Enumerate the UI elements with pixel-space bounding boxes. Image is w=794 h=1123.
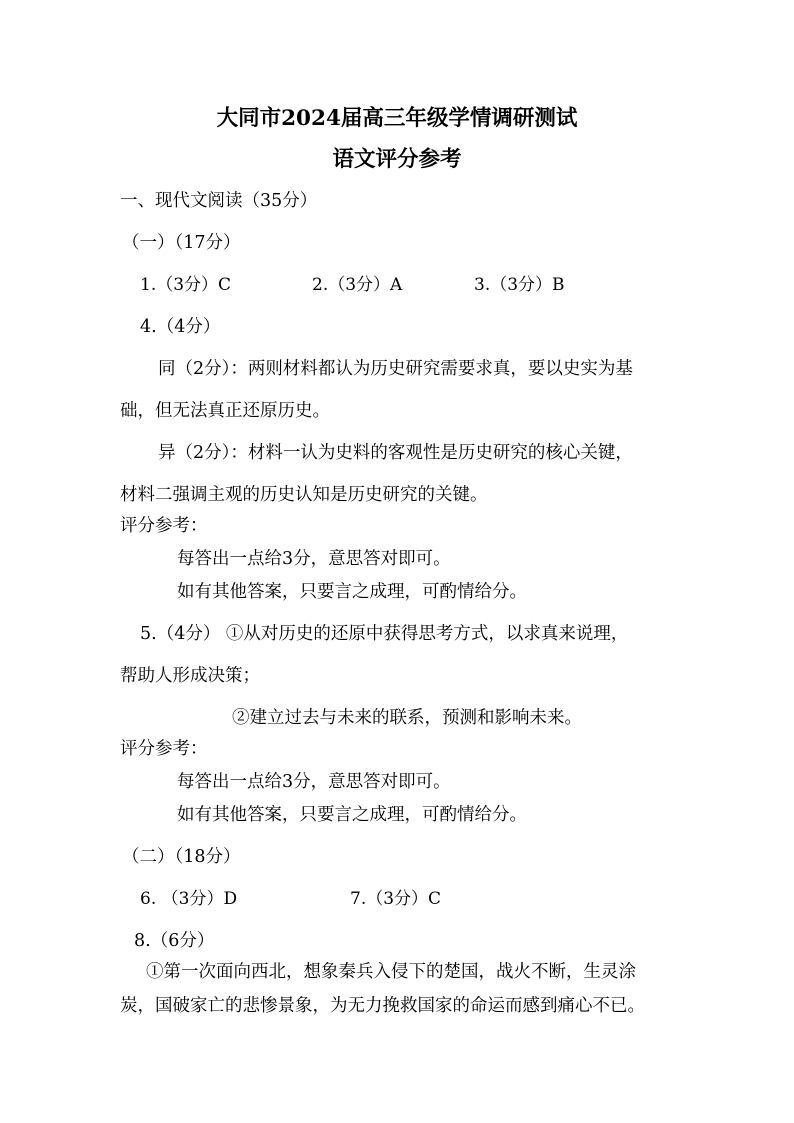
answer-q1: 1.（3分）C bbox=[140, 275, 232, 295]
q4-ref-line2: 如有其他答案，只要言之成理，可酌情给分。 bbox=[177, 582, 527, 602]
answer-q7: 7.（3分）C bbox=[350, 889, 442, 909]
section-heading-reading: 一、现代文阅读（35分） bbox=[120, 191, 318, 211]
answer-q6: 6. （3分）D bbox=[140, 889, 238, 909]
q5-ref-line1: 每答出一点给3分，意思答对即可。 bbox=[177, 772, 451, 792]
q4-diff-line1: 异（2分）：材料一认为史料的客观性是历史研究的核心关键， bbox=[158, 443, 633, 463]
q5-line1: 5.（4分） ①从对历史的还原中获得思考方式，以求真来说理， bbox=[140, 624, 629, 644]
q4-ref-label: 评分参考： bbox=[120, 516, 208, 536]
q4-diff-line2: 材料二强调主观的历史认知是历史研究的关键。 bbox=[120, 485, 488, 505]
q4-same-line1: 同（2分）：两则材料都认为历史研究需要求真，要以史实为基 bbox=[158, 359, 633, 379]
q5-line2: 帮助人形成决策； bbox=[120, 666, 260, 686]
q5-line3: ②建立过去与未来的联系，预测和影响未来。 bbox=[232, 708, 582, 728]
answer-q2: 2.（3分）A bbox=[312, 275, 403, 295]
q4-label: 4.（4分） bbox=[140, 317, 221, 337]
q8-line1: ①第一次面向西北，想象秦兵入侵下的楚国，战火不断，生灵涂 bbox=[146, 962, 636, 982]
q8-line2: 炭，国破家亡的悲惨景象，为无力挽救国家的命运而感到痛心不已。 bbox=[120, 996, 645, 1016]
q4-ref-line1: 每答出一点给3分，意思答对即可。 bbox=[177, 549, 451, 569]
document-subtitle: 语文评分参考 bbox=[332, 147, 462, 172]
answer-q3: 3.（3分）B bbox=[474, 275, 565, 295]
part-heading-1: （一）（17分） bbox=[122, 233, 241, 253]
q4-same-line2: 础，但无法真正还原历史。 bbox=[120, 401, 330, 421]
document-title: 大同市2024届高三年级学情调研测试 bbox=[216, 106, 578, 131]
q5-ref-line2: 如有其他答案，只要言之成理，可酌情给分。 bbox=[177, 805, 527, 825]
q8-label: 8.（6分） bbox=[134, 931, 215, 951]
q5-ref-label: 评分参考： bbox=[120, 739, 208, 759]
part-heading-2: （二）（18分） bbox=[122, 847, 241, 867]
